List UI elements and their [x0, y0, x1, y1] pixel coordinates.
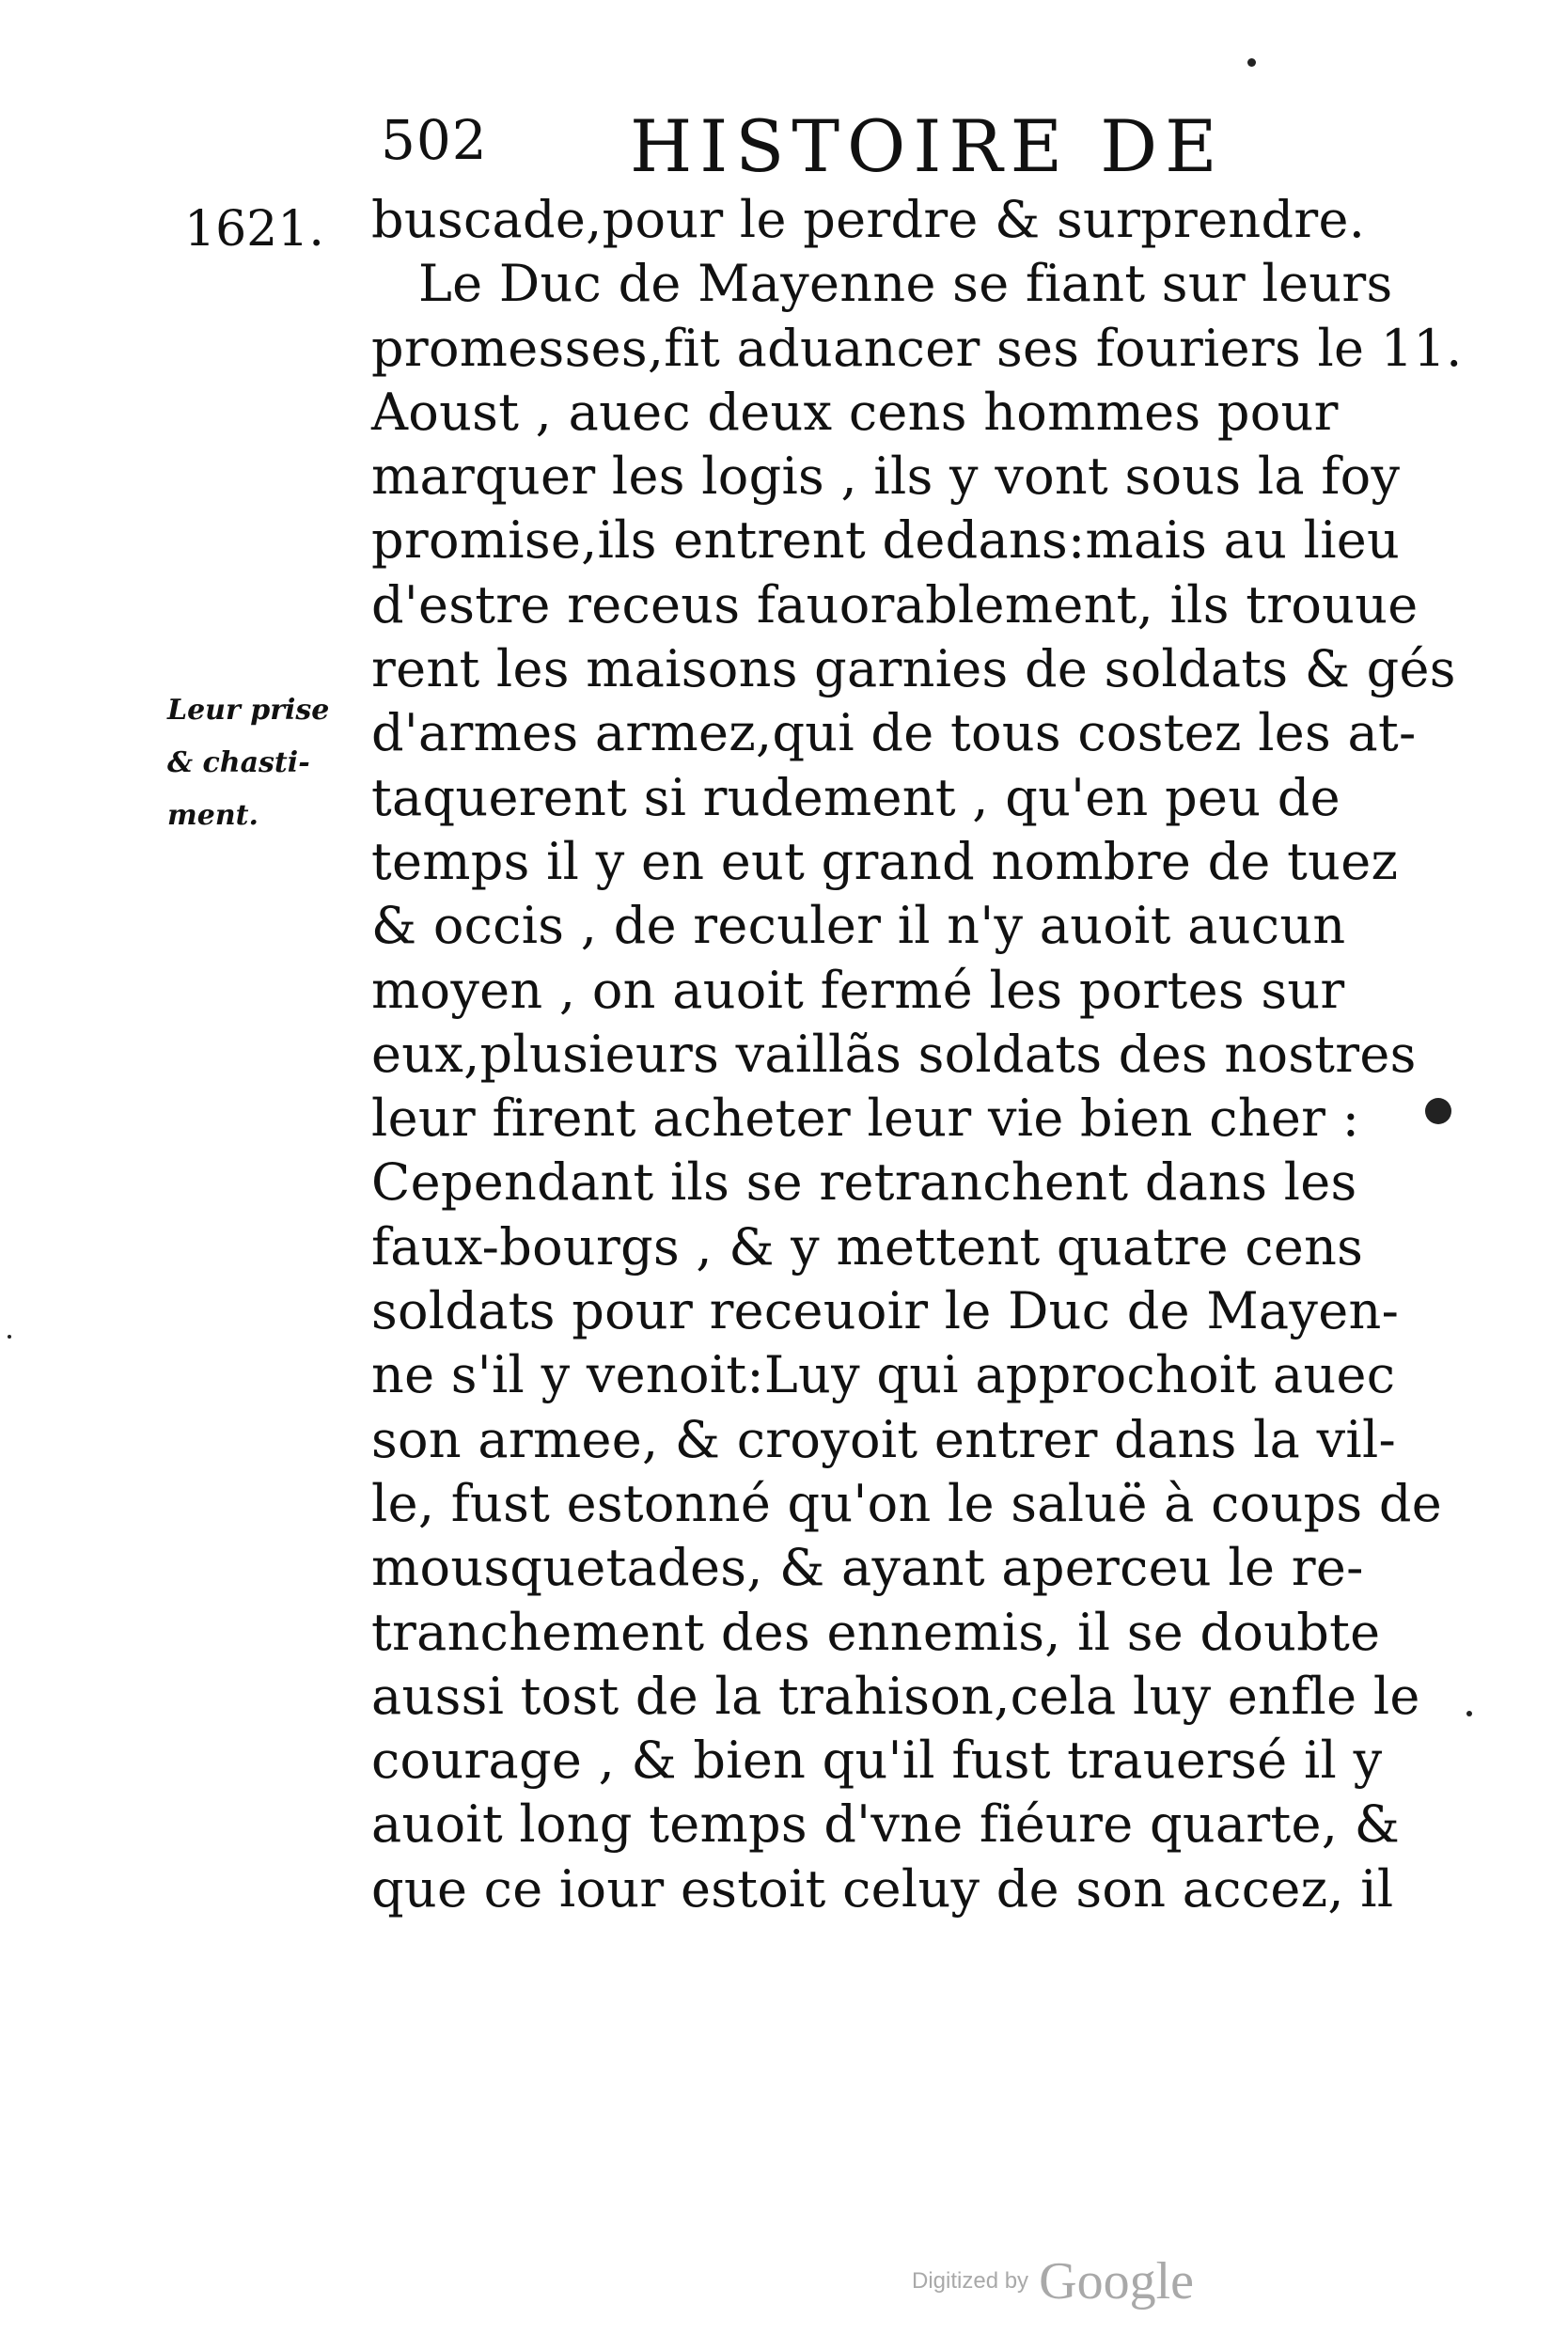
- text-line: Le Duc de Mayenne se fiant sur leurs: [418, 254, 1393, 314]
- watermark-prefix: Digitized by: [912, 2268, 1029, 2294]
- watermark-brand: Google: [1039, 2252, 1195, 2311]
- running-title: HISTOIRE DE: [630, 104, 1225, 188]
- ink-speck: [1247, 58, 1256, 67]
- text-line: temps il y en eut grand nombre de tuez: [371, 831, 1399, 891]
- text-line: Cependant ils se retranchent dans les: [371, 1152, 1357, 1213]
- text-line: le, fust estonné qu'on le saluë à coups de: [371, 1473, 1443, 1533]
- text-line: ne s'il y venoit:Luy qui approchoit auec: [371, 1345, 1396, 1405]
- text-line: auoit long temps d'vne fiéure quarte, &: [371, 1794, 1401, 1855]
- margin-note-line: Leur prise: [167, 694, 330, 727]
- text-line: & occis , de reculer il n'y auoit aucun: [371, 896, 1346, 956]
- text-line: eux,plusieurs vaillãs soldats des nostres: [371, 1024, 1417, 1084]
- text-line: aussi tost de la trahison,cela luy enfle le: [371, 1666, 1420, 1726]
- ink-speck: [1466, 1711, 1472, 1716]
- text-line: Aoust , auec deux cens hommes pour: [371, 382, 1339, 442]
- ink-speck: [8, 1335, 11, 1339]
- text-line: buscade,pour le perdre & surprendre.: [371, 190, 1366, 249]
- body-text: [371, 188, 1462, 1921]
- page-number: 502: [381, 108, 488, 172]
- text-line: d'armes armez,qui de tous costez les at-: [371, 703, 1417, 763]
- margin-note-line: & chasti-: [167, 746, 310, 779]
- text-line: courage , & bien qu'il fust trauersé il y: [371, 1731, 1383, 1791]
- digitized-watermark: [912, 2251, 1194, 2311]
- text-line: rent les maisons garnies de soldats & gés: [371, 639, 1456, 699]
- ink-speck: [1425, 1098, 1451, 1124]
- text-line: promise,ils entrent dedans:mais au lieu: [371, 510, 1401, 571]
- text-line: leur firent acheter leur vie bien cher :: [371, 1089, 1360, 1149]
- text-line: soldats pour receuoir le Duc de Mayen-: [371, 1281, 1400, 1341]
- text-line: taquerent si rudement , qu'en peu de: [371, 767, 1341, 827]
- margin-note: [167, 684, 355, 842]
- text-line: faux-bourgs , & y mettent quatre cens: [371, 1216, 1364, 1277]
- text-line: moyen , on auoit fermé les portes sur: [371, 960, 1345, 1020]
- margin-note-line: ment.: [167, 799, 259, 832]
- margin-year: 1621.: [184, 201, 324, 258]
- text-line: son armee, & croyoit entrer dans la vil-: [371, 1409, 1397, 1469]
- text-line: promesses,fit aduancer ses fouriers le 11.: [371, 318, 1463, 378]
- text-line: d'estre receus fauorablement, ils trouue: [371, 574, 1419, 634]
- text-line: tranchement des ennemis, il se doubte: [371, 1602, 1381, 1662]
- text-line: mousquetades, & ayant aperceu le re-: [371, 1538, 1364, 1598]
- text-line: marquer les logis , ils y vont sous la foy: [371, 446, 1401, 507]
- text-line: que ce iour estoit celuy de son accez, il: [371, 1858, 1394, 1919]
